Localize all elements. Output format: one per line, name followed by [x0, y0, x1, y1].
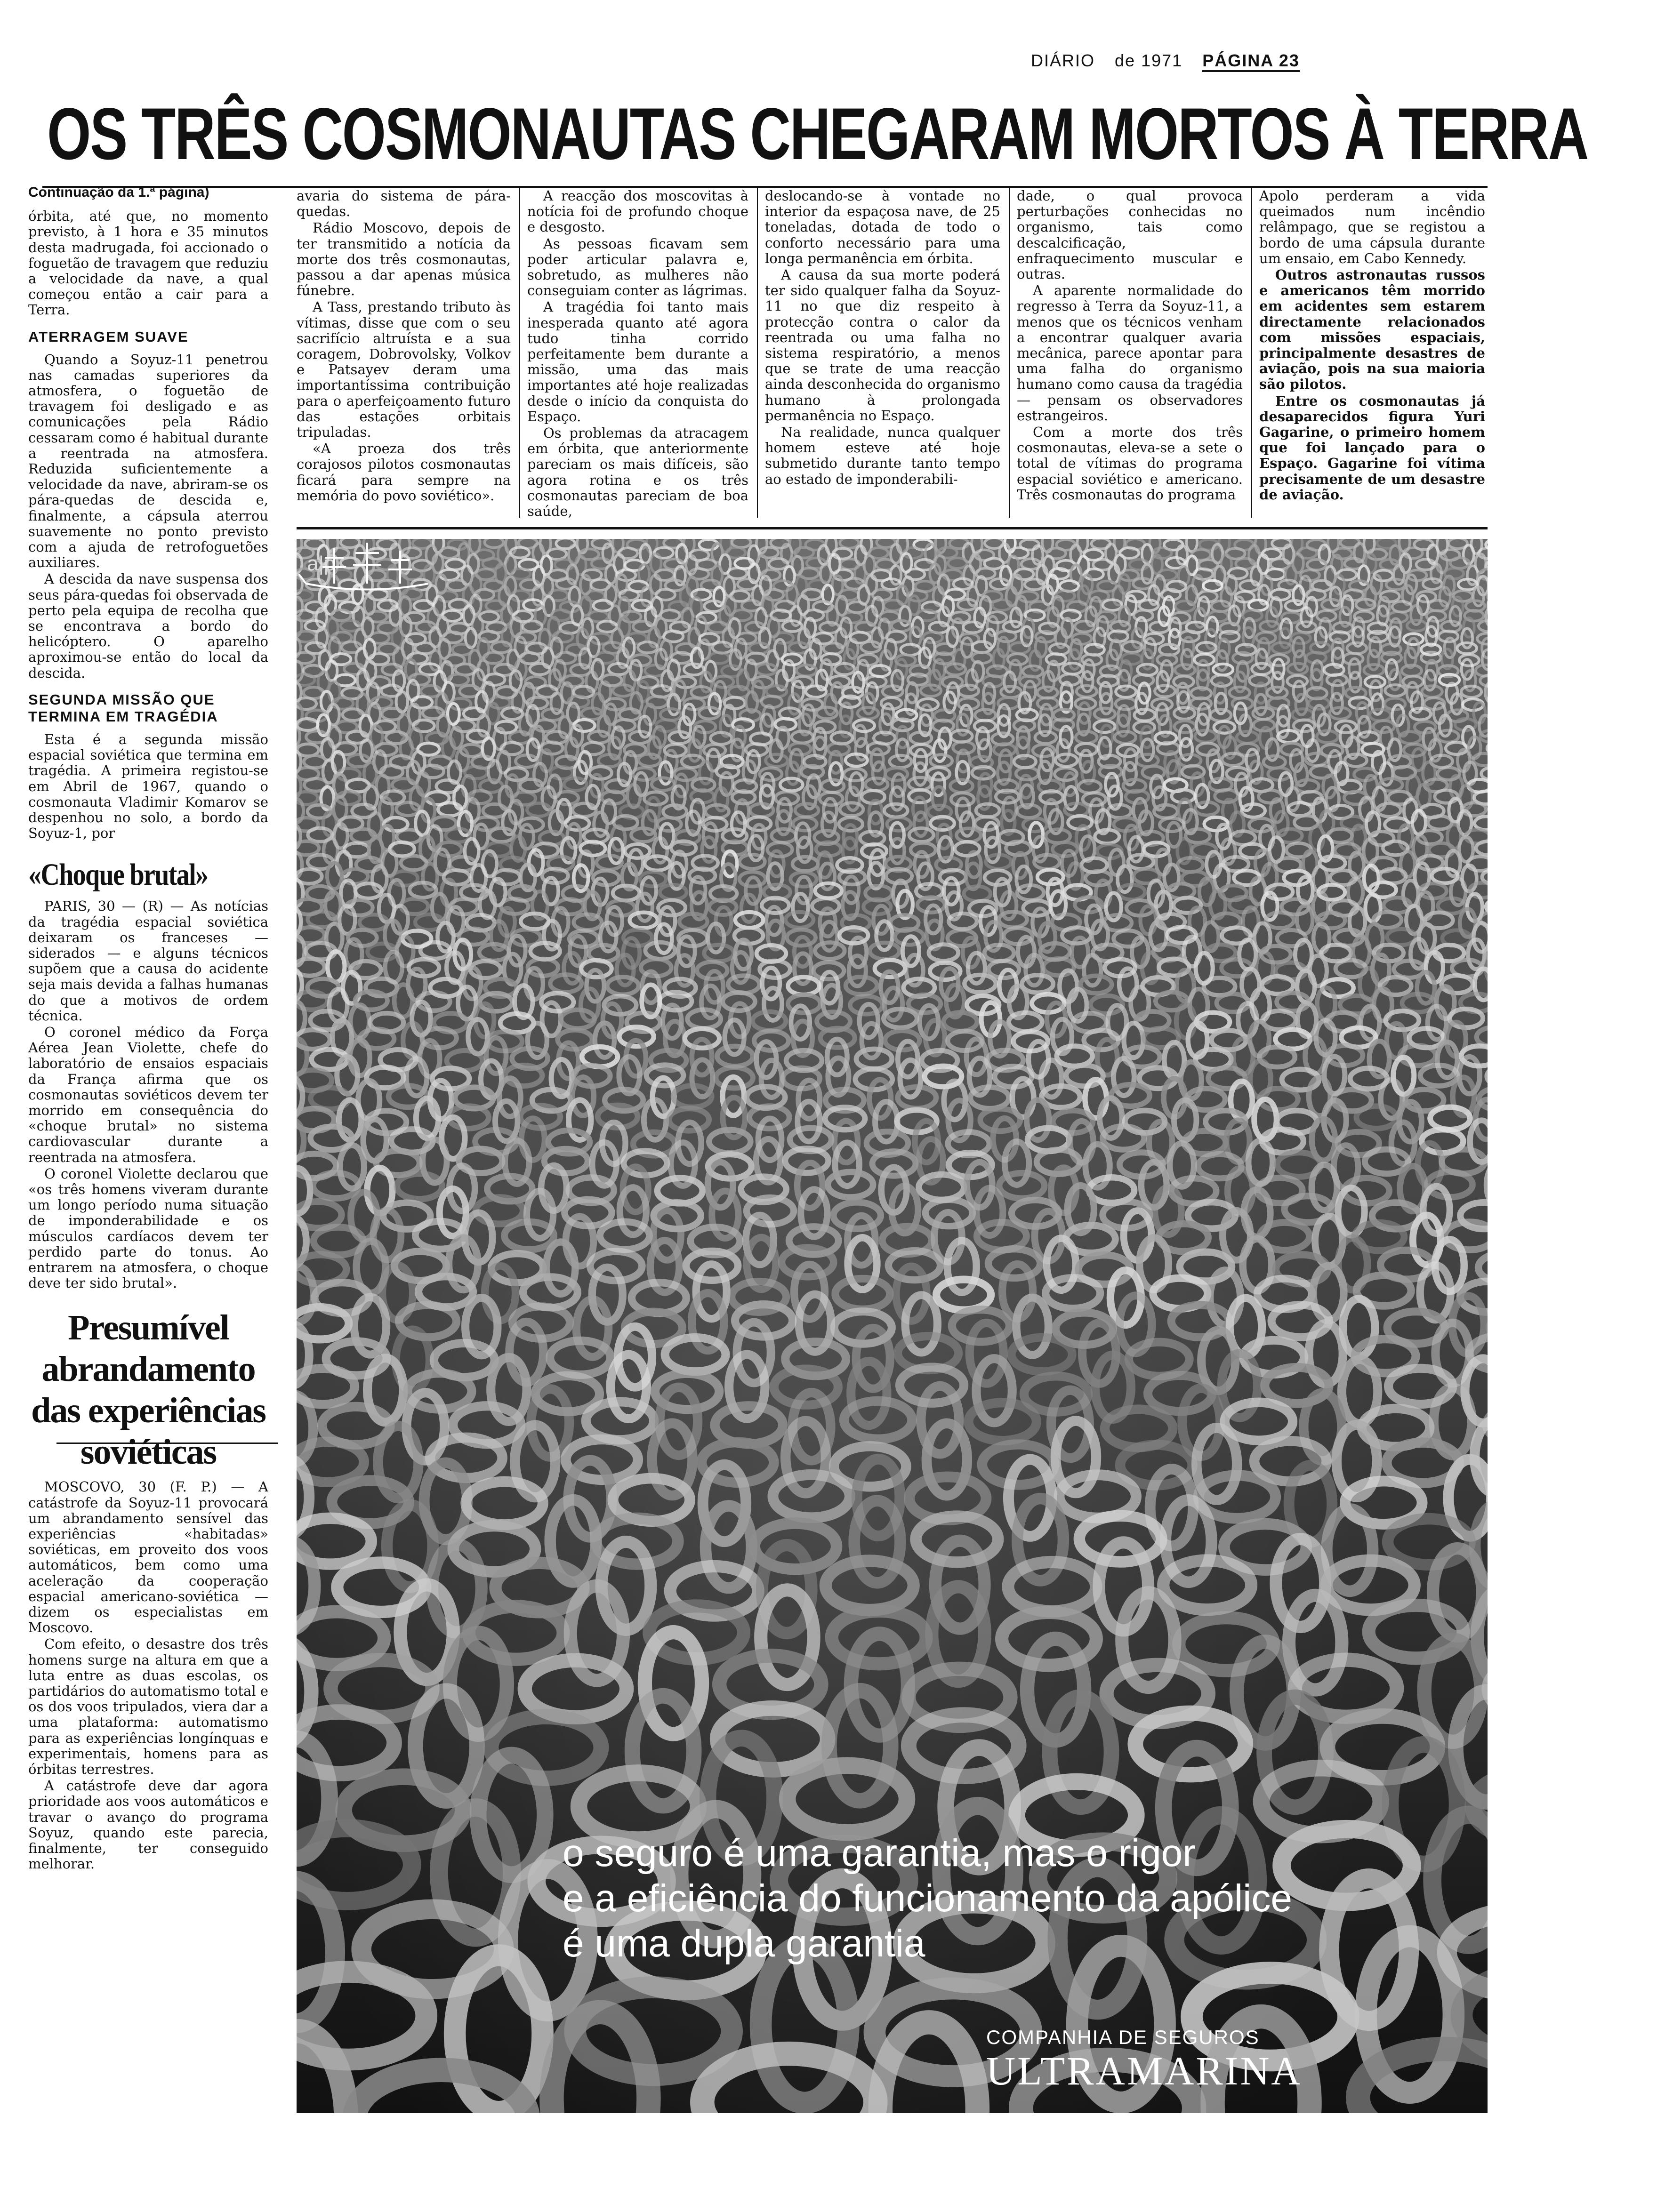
- chain-link: [552, 610, 571, 621]
- chain-link: [595, 652, 615, 663]
- chain-link: [1272, 672, 1283, 692]
- chain-link: [797, 1102, 820, 1142]
- chain-link: [466, 1482, 543, 1525]
- chain-link: [1468, 857, 1488, 871]
- chain-link: [1237, 731, 1258, 743]
- choque-paragraph: O coronel Violette declarou que «os três homens viveram durante um longo período numa situação de imponderabilidade e os músculos cardíacos devem ter perdido parte do tonus. Ao entrarem na atmosfera, o choque deve ter sido brutal».: [28, 1165, 268, 1291]
- presumivel-headline: Presumível abrandamento das experiências soviéticas: [31, 1308, 265, 1472]
- chain-link: [1239, 940, 1256, 970]
- continuation-note: Continuação da 1.ª página): [28, 184, 209, 200]
- col4-paragraph: Na realidade, nunca qualquer homem esteve até hoje submetido durante tanto tempo ao estado de imponderabili-: [765, 424, 1000, 487]
- chain-link: [446, 559, 465, 569]
- chain-link: [1097, 617, 1108, 636]
- chain-link: [1210, 709, 1231, 721]
- chain-link: [869, 1080, 891, 1118]
- chain-link: [1225, 1403, 1293, 1441]
- main-headline: OS TRÊS COSMONAUTAS CHEGARAM MORTOS À TERRA: [47, 93, 1588, 175]
- column-2: [297, 188, 511, 520]
- col3-paragraph: As pessoas ficavam sem poder articular palavra e, sobretudo, as mulheres não conseguiam conter as lágrimas.: [527, 235, 748, 299]
- chain-link: [929, 945, 958, 961]
- chain-link: [314, 1227, 363, 1255]
- column-divider: [1251, 188, 1252, 518]
- chain-link: [875, 960, 905, 977]
- col1-paragraph: Esta é a segunda missão espacial soviética que termina em tragédia. A primeira registou-se em Abril de 1967, quando o cosmonauta Vladimir Komarov se despenhou no solo, a bordo da Soyuz-1, por: [28, 731, 268, 842]
- chain-link: [1417, 595, 1428, 615]
- chain-link: [614, 720, 635, 731]
- chain-link: [1066, 1066, 1103, 1086]
- chain-link: [656, 924, 672, 953]
- chain-link: [1157, 704, 1168, 724]
- chain-link: [563, 675, 583, 687]
- col4-paragraph: A causa da sua morte poderá ter sido qualquer falha da Soyuz-11 no que diz respeito à protecção contra o calor da reentrada ou uma falha no sistema respiratório, a menos que se trate de uma reacção ainda desconhecida do organismo humano à prolongada permanência no Espaço.: [765, 267, 1000, 424]
- column-6: [1259, 188, 1485, 520]
- chain-link: [835, 1279, 890, 1309]
- chain-link: [1388, 1519, 1470, 1565]
- chain-link: [1462, 659, 1473, 679]
- ad-tagline: [563, 1831, 1457, 1966]
- chain-link: [825, 694, 836, 715]
- chain-link: [1142, 649, 1153, 669]
- chain-link: [486, 1038, 506, 1074]
- chain-link: [735, 912, 763, 928]
- ad-company-label: COMPANHIA DE SEGUROS: [986, 2026, 1260, 2048]
- chain-link: [1142, 739, 1154, 761]
- chain-link: [1216, 651, 1227, 671]
- chain-link: [1259, 790, 1282, 803]
- chain-link: [1486, 607, 1488, 626]
- chain-link: [850, 773, 863, 795]
- col5-paragraph: dade, o qual provoca perturbações conhecidas no organismo, tais como descalcificação, enfraquecimento muscular e outras.: [1017, 188, 1243, 282]
- chain-link: [373, 1210, 401, 1259]
- column-5: [1017, 188, 1243, 520]
- chain-link: [1057, 740, 1070, 761]
- chain-link: [413, 720, 434, 732]
- chain-link: [297, 725, 300, 746]
- chain-link: [1392, 601, 1412, 612]
- photo-credit: a|p: [307, 552, 336, 575]
- chain-link: [851, 1361, 887, 1425]
- chain-link: [1482, 650, 1488, 670]
- chain-link: [790, 749, 803, 771]
- chain-link: [1229, 568, 1247, 578]
- col3-paragraph: Os problemas da atracagem em órbita, que anteriormente pareciam os mais difíceis, são agora rotina e os três cosmonautas pareciam de boa saúde,: [527, 425, 748, 520]
- chain-link: [1174, 898, 1201, 913]
- col1-paragraph: A descida da nave suspensa dos seus pára-quedas foi observada de perto pela equipa de recolha que se encontrava a bordo do helicóptero. O aparelho aproximou-se então do local da descida.: [28, 571, 268, 681]
- chain-link: [1294, 650, 1305, 670]
- col2-paragraph: A Tass, prestando tributo às vítimas, disse que com o seu sacrifício altruísta e a sua coragem, Dobrovolsky, Volkov e Patsayev deram uma importantíssima contribuição para o aperfeiçoamento futuro das estações orbitais tripuladas.: [297, 299, 511, 441]
- chain-link: [1110, 850, 1124, 875]
- chain-link: [1116, 686, 1136, 697]
- sailing-ship-logo: [297, 539, 438, 595]
- col2-paragraph: Rádio Moscovo, depois de ter transmitido a notícia da morte dos três cosmonautas, passou a dar apenas música fúnebre.: [297, 220, 511, 299]
- chain-link: [297, 1881, 335, 2023]
- chain-link: [1141, 906, 1156, 934]
- choque-paragraph: O coronel médico da Força Aérea Jean Violette, chefe do laboratório de ensaios espaciais da França afirma que os cosmonautas soviéticos devem ter morrido em consequência do «choque brutal» no sistema cardiovascular durante a reentrada na atmosfera.: [28, 1024, 268, 1165]
- paper-name: DIÁRIO: [1031, 51, 1095, 70]
- col6-paragraph: Entre os cosmonautas já desaparecidos figura Yuri Gagarine, o primeiro homem que foi lançado para o Espaço. Gagarine foi vítima precisamente de um desastre de aviação.: [1259, 393, 1485, 503]
- col6-paragraph: Outros astronautas russos e americanos têm morrido em acidentes sem estarem directamente relacionados com missões espaciais, principalmente desastres de aviação, pois na sua maioria são pilotos.: [1259, 267, 1485, 393]
- chain-link: [1010, 642, 1030, 653]
- chain-link: [849, 956, 866, 986]
- chain-link: [970, 1087, 1009, 1109]
- chain-link: [444, 870, 470, 885]
- chain-link: [1115, 731, 1136, 743]
- col1-paragraph: Quando a Soyuz-11 penetrou nas camadas superiores da atmosfera, o foguetão de travagem foi desligado e as comunicações pela Rádio cessaram como é habitual durante a reentrada na atmosfera. Reduzida suficientemente a velocidade da nave, abriram-se os pára-quedas de descida e, finalmente, a cápsula aterrou suavemente no ponto previsto com a ajuda de retrofoguetões auxiliares.: [28, 351, 268, 571]
- chain-link: [297, 661, 303, 681]
- chain-link: [1084, 955, 1101, 986]
- chain-link: [946, 589, 965, 600]
- ad-brand-name: ULTRAMARINA: [986, 2048, 1303, 2093]
- chain-link: [1368, 650, 1379, 670]
- ad-tagline-line: e a eficiência do funcionamento da apólice: [563, 1877, 1292, 1920]
- choque-paragraph: PARIS, 30 — (R) — As notícias da tragédia espacial soviética deixaram os franceses — siderados — e alguns técnicos supõem que a causa do acidente seja mais devida a falhas humanas do que a motivos de ordem técnica.: [28, 898, 268, 1024]
- chain-link: [360, 740, 372, 761]
- chain-link: [297, 2031, 346, 2113]
- chain-link: [948, 558, 967, 568]
- column-3: [527, 188, 748, 520]
- chain-link: [891, 787, 903, 810]
- chain-link: [509, 936, 525, 965]
- col5-paragraph: Com a morte dos três cosmonautas, eleva-se a sete o total de vítimas do programa espacial soviético e americano. Três cosmonautas do programa: [1017, 424, 1243, 503]
- chain-link: [911, 843, 936, 857]
- col3-paragraph: A tragédia foi tanto mais inesperada quanto até agora tudo tinha corrido perfeitamente bem durante a missão, uma das mais importantes até hoje realizadas desde o início da conquista do Espaço.: [527, 299, 748, 425]
- chain-link: [641, 877, 656, 904]
- column-4: [765, 188, 1000, 520]
- chain-link: [1333, 548, 1352, 559]
- chain-link: [523, 621, 542, 632]
- subheading-segunda-missao: SEGUNDA MISSÃO QUE TERMINA EM TRAGÉDIA: [28, 691, 218, 725]
- column-1: [28, 184, 268, 2147]
- chain-link: [891, 839, 905, 864]
- chain-link: [328, 952, 345, 982]
- chain-link: [976, 1359, 1012, 1423]
- chain-link: [1016, 767, 1038, 779]
- col4-paragraph: deslocando-se à vontade no interior da espaçosa nave, de 25 toneladas, dotada de todo o conforto necessário para uma longa permanência em órbita.: [765, 188, 1000, 266]
- chain-link: [902, 937, 919, 966]
- chain-link: [1208, 1068, 1246, 1089]
- chain-link: [501, 743, 523, 755]
- ad-top-rule: [297, 527, 1488, 529]
- chain-link: [1462, 628, 1472, 648]
- chain-link: [1174, 676, 1194, 688]
- page-number: PÁGINA 23: [1202, 51, 1300, 72]
- chain-link: [914, 812, 927, 836]
- col2-paragraph: «A proeza dos três corajosos pilotos cosmonautas ficará para sempre na memória do povo soviético».: [297, 441, 511, 504]
- masthead: [1031, 51, 1511, 79]
- chain-link: [1122, 653, 1142, 664]
- chain-link: [1082, 672, 1093, 692]
- chain-link: [770, 740, 782, 761]
- chain-link: [806, 686, 826, 697]
- chain-link: [1485, 682, 1488, 702]
- chain-link: [1175, 665, 1195, 676]
- chain-link: [792, 857, 818, 871]
- masthead-date: de 1971: [1115, 51, 1183, 70]
- chain-link: [468, 554, 478, 573]
- chain-link: [1295, 694, 1307, 715]
- chain-link: [950, 780, 973, 793]
- chain-link: [728, 976, 760, 993]
- chain-link: [1487, 1066, 1488, 1087]
- col6-paragraph: Apolo perderam a vida queimados num incêndio relâmpago, que se registou a bordo de uma cápsula durante um ensaio, em Cabo Kennedy.: [1259, 188, 1485, 266]
- col3-paragraph: A reacção dos moscovitas à notícia foi de profundo choque e desgosto.: [527, 188, 748, 235]
- chain-link: [796, 877, 812, 904]
- chain-link: [1119, 574, 1130, 593]
- chain-link: [485, 1266, 515, 1321]
- subheading-aterragem: ATERRAGEM SUAVE: [28, 328, 189, 345]
- presumivel-paragraph: A catástrofe deve dar agora prioridade aos voos automáticos e travar o avanço do programa Soyuz, quando este parecia, finalmente, ter conseguido melhorar.: [28, 1778, 268, 1872]
- chain-link: [479, 631, 499, 642]
- chain-link: [1294, 681, 1305, 701]
- presumivel-paragraph: MOSCOVO, 30 (F. P.) — A catástrofe da Soyuz-11 provocará um abrandamento sensível das experiências «habitadas» soviéticas, em proveito dos voos automáticos, bem como uma aceleração da cooperação espacial americano-soviética — dizem os especialistas em Moscovo.: [28, 1479, 268, 1636]
- chain-link: [812, 898, 839, 914]
- insurance-advertisement: [297, 539, 1488, 2113]
- chain-link: [637, 894, 652, 921]
- column-divider: [757, 188, 758, 518]
- choque-brutal-headline: «Choque brutal»: [28, 858, 208, 892]
- chain-link: [401, 856, 426, 870]
- col5-paragraph: A aparente normalidade do regresso à Terra da Soyuz-11, a menos que os técnicos venham a encontrar qualquer avaria mecânica, parece apontar para uma falha do organismo humano como causa da tragédia — pensam os observadores estrangeiros.: [1017, 282, 1243, 424]
- chain-link: [394, 985, 412, 1017]
- chain-link: [926, 1423, 967, 1496]
- col1-intro: órbita, até que, no momento previsto, à 1 hora e 35 minutos desta madrugada, foi accionado o foguetão de travagem que reduziu a velocidade da nave, a qual começou então a cair para a Terra.: [28, 208, 268, 318]
- column-divider: [519, 188, 520, 518]
- chain-link: [530, 664, 549, 675]
- chain-link: [914, 763, 926, 785]
- chain-link: [840, 539, 859, 548]
- chain-link: [1347, 643, 1367, 654]
- chain-link: [877, 921, 893, 950]
- chain-link: [787, 762, 799, 784]
- chain-link: [1474, 817, 1488, 830]
- ad-tagline-line: o seguro é uma garantia, mas o rigor: [563, 1832, 1196, 1875]
- column-divider: [1009, 188, 1010, 518]
- presumivel-paragraph: Com efeito, o desastre dos três homens surge na altura em que a luta entre as duas escolas, os partidários do automatismo total e os dos voos tripulados, viera dar a uma plataforma: automatismo para as experiências longínquas e experimentais, homens para as órbitas terrestres.: [28, 1636, 268, 1778]
- chain-link: [375, 744, 397, 756]
- col2-paragraph: avaria do sistema de pára-quedas.: [297, 188, 511, 220]
- chain-link: [1030, 823, 1043, 847]
- ad-tagline-line: é uma dupla garantia: [563, 1922, 925, 1965]
- chain-link: [793, 894, 808, 921]
- chain-link: [1035, 731, 1056, 743]
- chain-link: [1175, 601, 1195, 612]
- chain-link: [397, 1174, 442, 1199]
